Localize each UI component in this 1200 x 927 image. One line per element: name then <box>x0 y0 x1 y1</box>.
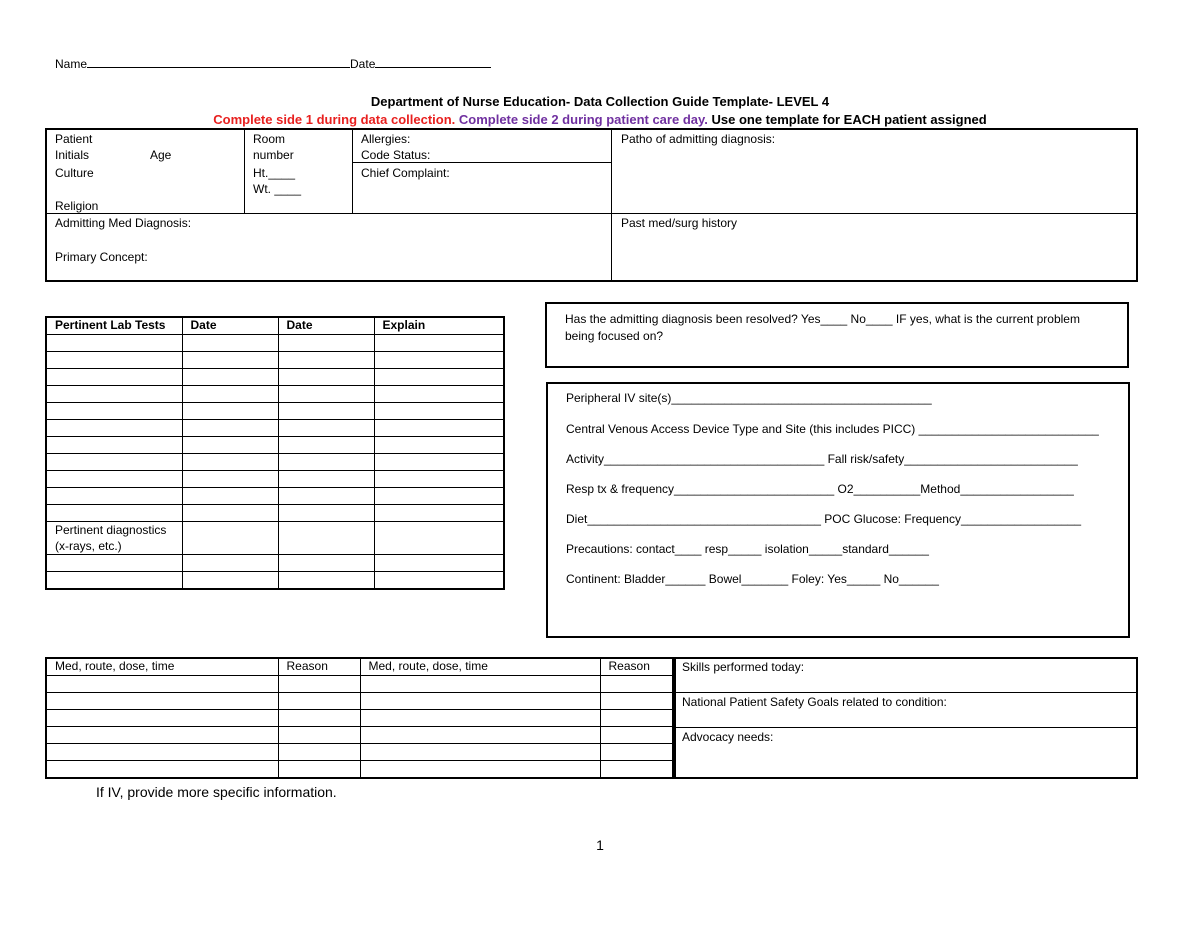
height-field[interactable]: Ht.____ <box>253 166 296 180</box>
patho-label: Patho of admitting diagnosis: <box>621 132 776 146</box>
weight-field[interactable]: Wt. ____ <box>253 182 302 196</box>
table-row[interactable] <box>46 727 675 744</box>
divider <box>673 692 1137 693</box>
resp-o2-field[interactable]: Resp tx & frequency________________________ O2__________Method_________________ <box>566 482 1074 496</box>
room-number-label: number <box>253 148 294 162</box>
table-row[interactable] <box>46 710 675 727</box>
lab-tests-table <box>45 316 505 590</box>
diagnostics-label: Pertinent diagnostics (x-rays, etc.) <box>46 522 182 555</box>
resolved-question-line2: being focused on? <box>565 329 664 343</box>
instr-red: Complete side 1 during data collection. <box>213 112 456 127</box>
header-date-1: Date <box>182 317 278 335</box>
npsg-label: National Patient Safety Goals related to condition: <box>682 695 947 709</box>
header-med-1: Med, route, dose, time <box>46 658 278 676</box>
table-row[interactable] <box>46 761 675 779</box>
room-label: Room <box>253 132 286 146</box>
diagnostics-row[interactable] <box>46 522 504 555</box>
divider <box>673 727 1137 728</box>
divider <box>352 129 353 213</box>
instr-purple: Complete side 2 during patient care day. <box>455 112 708 127</box>
table-row[interactable] <box>46 572 504 590</box>
table-header-row <box>46 658 675 676</box>
continent-field[interactable]: Continent: Bladder______ Bowel_______ Foley: Yes_____ No______ <box>566 572 939 586</box>
header-explain: Explain <box>374 317 504 335</box>
precautions-field[interactable]: Precautions: contact____ resp_____ isolation_____standard______ <box>566 542 929 556</box>
instr-black: Use one template for EACH patient assigned <box>707 112 987 127</box>
code-status-label: Code Status: <box>361 148 431 162</box>
patient-info-box <box>45 128 1138 282</box>
religion-label: Religion <box>55 199 99 213</box>
page-number: 1 <box>596 837 604 853</box>
table-row[interactable] <box>46 744 675 761</box>
skills-label: Skills performed today: <box>682 660 805 674</box>
table-row[interactable] <box>46 693 675 710</box>
culture-label: Culture <box>55 166 94 180</box>
resolved-question-line1: Has the admitting diagnosis been resolved? Yes____ No____ IF yes, what is the current problem <box>565 312 1080 326</box>
table-row[interactable] <box>46 420 504 437</box>
patient-label: Patient <box>55 132 93 146</box>
table-row[interactable] <box>46 437 504 454</box>
table-row[interactable] <box>46 454 504 471</box>
divider <box>46 213 1137 214</box>
header-reason-2: Reason <box>600 658 675 676</box>
table-row[interactable] <box>46 488 504 505</box>
cvad-field[interactable]: Central Venous Access Device Type and Site (this includes PICC) ___________________________ <box>566 422 1099 436</box>
footnote: If IV, provide more specific information. <box>96 784 337 800</box>
diet-glucose-field[interactable]: Diet___________________________________ POC Glucose: Frequency__________________ <box>566 512 1082 526</box>
chief-complaint-label: Chief Complaint: <box>361 166 450 180</box>
primary-concept-label: Primary Concept: <box>55 250 148 264</box>
activity-fall-risk-field[interactable]: Activity_________________________________ Fall risk/safety__________________________ <box>566 452 1078 466</box>
table-row[interactable] <box>46 471 504 488</box>
date-line[interactable] <box>375 55 491 68</box>
peripheral-iv-field[interactable]: Peripheral IV site(s)_______________________________________ <box>566 391 932 405</box>
admitting-dx-label: Admitting Med Diagnosis: <box>55 216 192 230</box>
page-title: Department of Nurse Education- Data Collection Guide Template- LEVEL 4 <box>370 94 830 109</box>
name-field[interactable] <box>55 55 491 73</box>
table-header-row <box>46 317 504 335</box>
past-history-label: Past med/surg history <box>621 216 738 230</box>
header-med-2: Med, route, dose, time <box>360 658 600 676</box>
table-row[interactable] <box>46 352 504 369</box>
initials-label: Initials <box>55 148 90 162</box>
table-row[interactable] <box>46 555 504 572</box>
age-label: Age <box>150 148 172 162</box>
instructions <box>0 111 1200 128</box>
table-row[interactable] <box>46 369 504 386</box>
header-lab-tests: Pertinent Lab Tests <box>46 317 182 335</box>
name-label: Name <box>55 57 88 71</box>
table-row[interactable] <box>46 403 504 420</box>
name-line[interactable] <box>87 55 350 68</box>
date-label: Date <box>350 57 376 71</box>
divider <box>244 129 245 213</box>
table-row[interactable] <box>46 505 504 522</box>
table-row[interactable] <box>46 386 504 403</box>
header-date-2: Date <box>278 317 374 335</box>
medications-table <box>45 657 676 779</box>
table-row[interactable] <box>46 335 504 352</box>
header-reason-1: Reason <box>278 658 360 676</box>
advocacy-label: Advocacy needs: <box>682 730 774 744</box>
allergies-label: Allergies: <box>361 132 411 146</box>
table-row[interactable] <box>46 676 675 693</box>
divider <box>611 129 612 281</box>
